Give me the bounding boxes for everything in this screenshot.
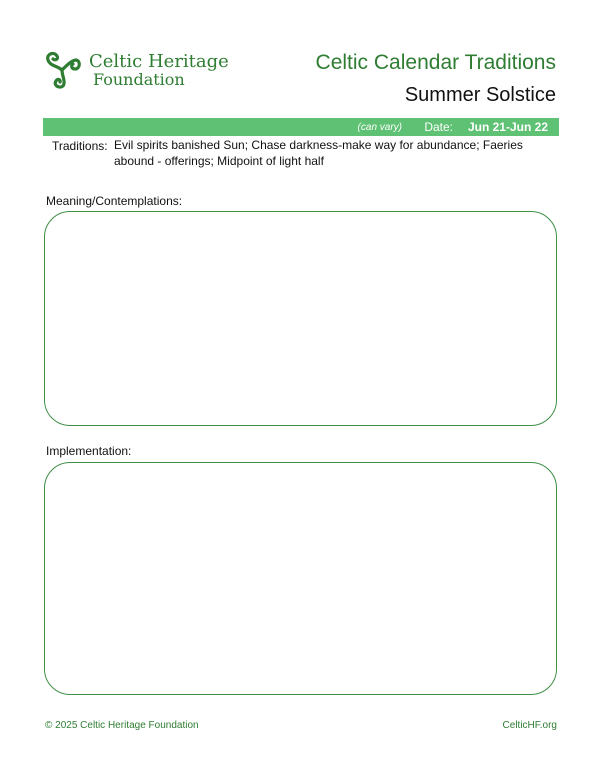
date-value: Jun 21-Jun 22 bbox=[467, 120, 548, 134]
date-label: Date: bbox=[424, 120, 453, 134]
page-title: Celtic Calendar Traditions bbox=[315, 51, 556, 74]
logo-text-line2: Foundation bbox=[93, 70, 185, 89]
implementation-label: Implementation: bbox=[46, 444, 132, 458]
footer-site-link[interactable]: CelticHF.org bbox=[502, 720, 557, 731]
meaning-box[interactable] bbox=[44, 211, 557, 426]
logo-text-line1: Celtic Heritage bbox=[89, 51, 229, 72]
logo bbox=[42, 50, 229, 90]
page-subtitle: Summer Solstice bbox=[404, 84, 556, 106]
date-note: (can vary) bbox=[357, 122, 402, 133]
date-bar bbox=[43, 118, 559, 136]
triskele-icon bbox=[42, 50, 82, 90]
traditions-label: Traditions: bbox=[52, 139, 108, 153]
meaning-label: Meaning/Contemplations: bbox=[46, 194, 183, 208]
implementation-box[interactable] bbox=[44, 462, 557, 695]
footer-copyright: © 2025 Celtic Heritage Foundation bbox=[45, 720, 199, 731]
traditions-text: Evil spirits banished Sun; Chase darkness-make way for abundance; Faeries abound - offerings; Midpoint of light half bbox=[114, 138, 523, 168]
